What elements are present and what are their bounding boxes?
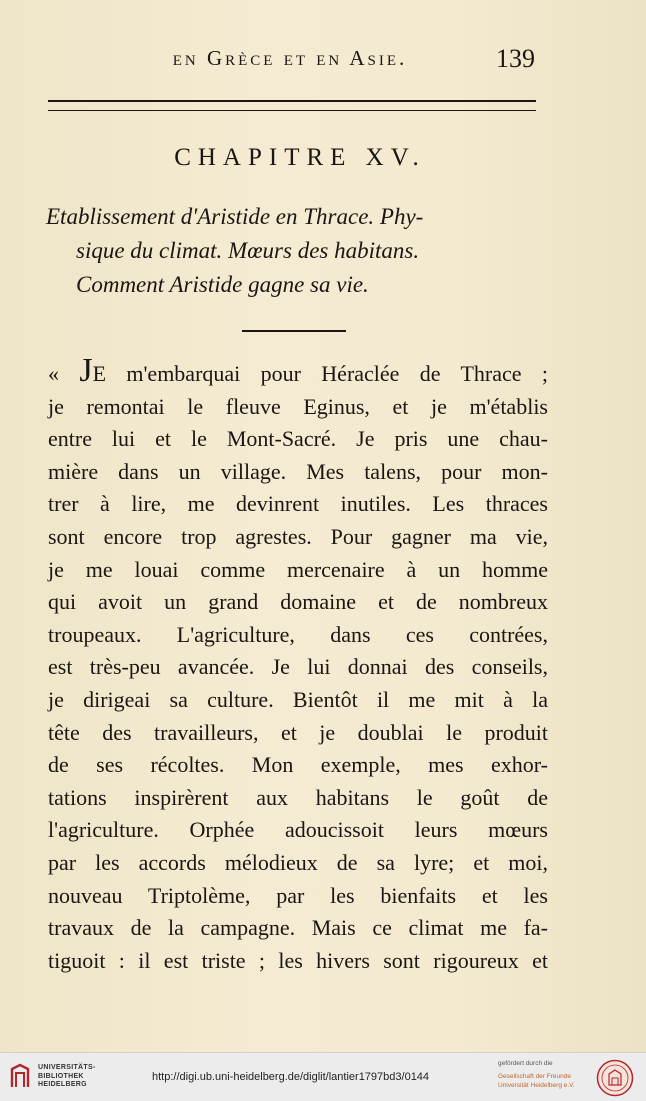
- viewer-footer: [0, 1052, 646, 1101]
- chapter-title: CHAPITRE XV.: [174, 144, 426, 171]
- library-name-line: UNIVERSITÄTS-: [38, 1064, 96, 1071]
- body-line-first: [48, 352, 549, 391]
- summary-line: sique du climat. Mœurs des habitans.: [76, 238, 420, 263]
- body-line: entre lui et le Mont-Sacré. Je pris une chau-: [48, 426, 548, 452]
- body-line: trer à lire, me devinrent inutiles. Les thraces: [48, 491, 548, 517]
- body-line: travaux de la campagne. Mais ce climat me fa-: [48, 915, 548, 941]
- body-line: l'agriculture. Orphée adoucissoit leurs mœurs: [48, 817, 548, 843]
- summary-line: Etablissement d'Aristide en Thrace. Phy-: [46, 204, 424, 229]
- body-line: par les accords mélodieux de sa lyre; et moi,: [48, 849, 548, 875]
- library-name: [38, 1064, 96, 1090]
- body-line: tiguoit : il est triste ; les hivers sont rigoureux et: [48, 947, 548, 973]
- sponsor-label: gefördert durch die: [498, 1060, 553, 1067]
- body-line: nouveau Triptolème, par les bienfaits et les: [48, 882, 548, 908]
- sponsor-credit: [498, 1059, 590, 1090]
- body-line: je dirigeai sa culture. Bientôt il me mit à la: [48, 686, 548, 712]
- section-divider: [242, 330, 346, 332]
- body-line: troupeaux. L'agriculture, dans ces contrées,: [48, 621, 548, 647]
- page-number: 139: [496, 44, 535, 73]
- chapter-summary: [46, 200, 576, 302]
- body-text: [48, 352, 549, 977]
- running-head: en Grèce et en Asie.: [172, 46, 408, 70]
- sponsor-name-line: Universität Heidelberg e.V.: [498, 1082, 575, 1089]
- header-rule-thin: [48, 110, 536, 111]
- body-line: je me louai comme mercenaire à un homme: [48, 556, 548, 582]
- body-line: je remontai le fleuve Eginus, et je m'établis: [48, 393, 548, 419]
- header-rule-thick: [48, 100, 536, 102]
- library-name-line: HEIDELBERG: [38, 1081, 87, 1088]
- library-logo-icon: [8, 1063, 32, 1089]
- sponsor-name-line: Gesellschaft der Freunde: [498, 1073, 571, 1080]
- body-line: mière dans un village. Mes talens, pour mon-: [48, 458, 548, 484]
- body-line: de ses récoltes. Mon exemple, mes exhor-: [48, 752, 548, 778]
- body-line: tête des travailleurs, et je doublai le produit: [48, 719, 548, 745]
- permalink-url[interactable]: http://digi.ub.uni-heidelberg.de/diglit/lantier1797bd3/0144: [152, 1071, 430, 1083]
- university-seal-icon: [596, 1059, 634, 1097]
- library-name-line: BIBLIOTHEK: [38, 1072, 84, 1080]
- first-line-text: E m'embarquai pour Héraclée de Thrace ;: [92, 361, 549, 386]
- body-line: est très-peu avancée. Je lui donnai des conseils,: [48, 654, 548, 680]
- opening-quote: «: [48, 361, 59, 386]
- body-line: tations inspirèrent aux habitans le goût de: [48, 784, 548, 810]
- body-line: sont encore trop agrestes. Pour gagner ma vie,: [48, 523, 548, 549]
- drop-cap: J: [79, 352, 93, 389]
- body-line: qui avoit un grand domaine et de nombreux: [48, 589, 548, 615]
- summary-line: Comment Aristide gagne sa vie.: [76, 272, 369, 297]
